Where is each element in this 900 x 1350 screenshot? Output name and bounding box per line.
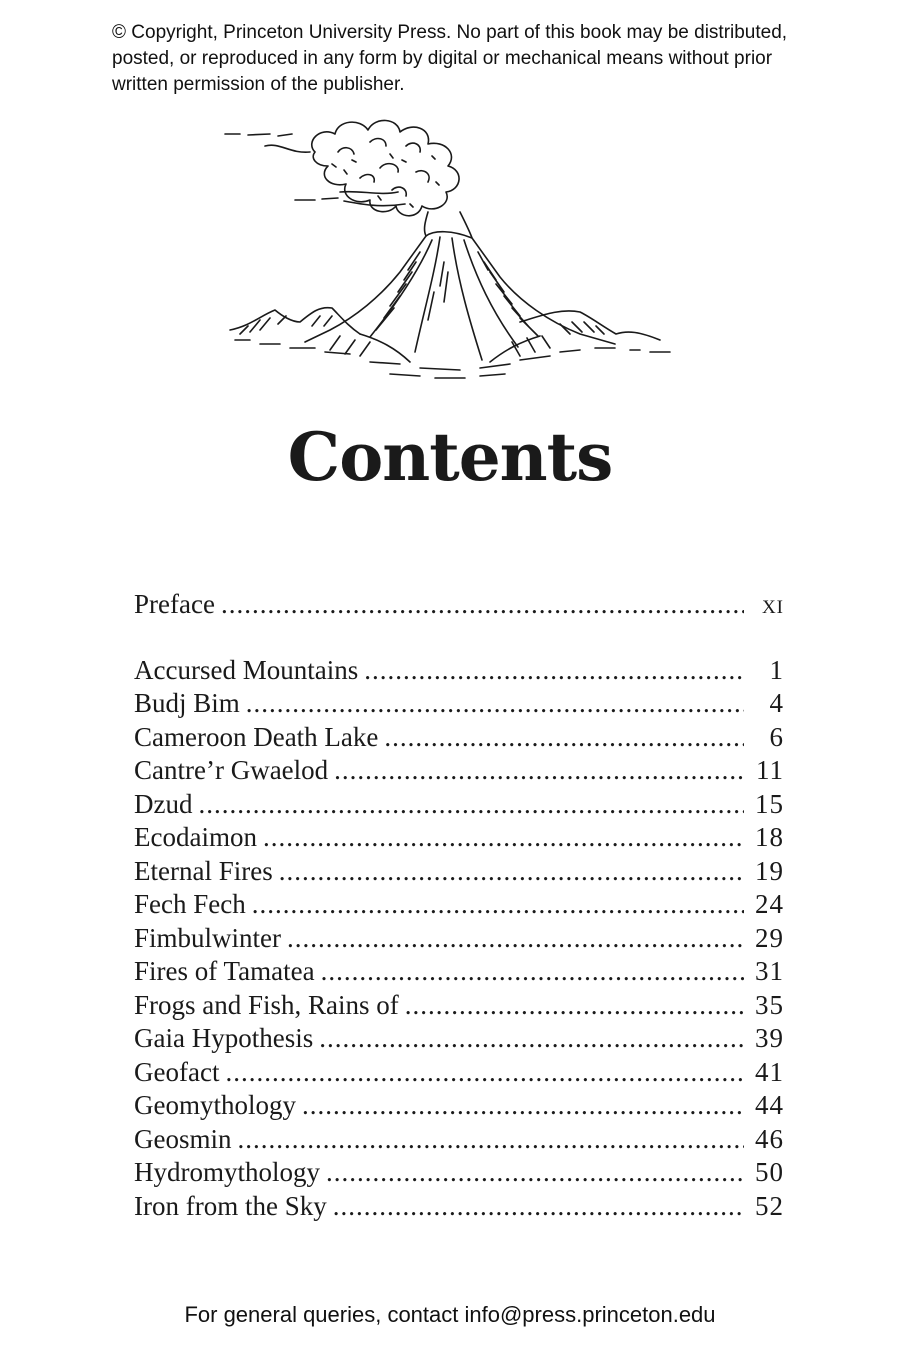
toc-entry-page: 1 <box>769 654 784 685</box>
toc-entry[interactable] <box>134 1156 784 1190</box>
toc-entry[interactable] <box>134 1190 784 1224</box>
toc-entry-page: 18 <box>755 822 784 852</box>
toc-entry-label: Geosmin <box>134 1123 232 1154</box>
toc-entry-page: 50 <box>755 1157 784 1187</box>
dot-leader <box>326 1156 744 1190</box>
toc-entry-label: Hydromythology <box>134 1157 320 1187</box>
toc-entry-page: 35 <box>755 989 784 1020</box>
toc-entry[interactable] <box>134 855 784 889</box>
toc-entry-label: Frogs and Fish, Rains of <box>134 989 399 1020</box>
dot-leader <box>287 922 744 956</box>
toc-entry-label: Fimbulwinter <box>134 922 281 953</box>
toc-entry-page: 6 <box>769 721 784 752</box>
toc-entry-label: Preface <box>134 589 215 619</box>
dot-leader <box>279 855 744 889</box>
toc-entry-label: Cantre’r Gwaelod <box>134 755 329 785</box>
toc-entry-page: 24 <box>755 889 784 919</box>
dot-leader <box>198 788 744 822</box>
toc-entry-page: 11 <box>756 755 784 785</box>
toc-entry-label: Gaia Hypothesis <box>134 1023 314 1053</box>
toc-entry[interactable] <box>134 721 784 755</box>
toc-entry[interactable] <box>134 888 784 922</box>
dot-leader <box>252 888 744 922</box>
toc-entry[interactable] <box>134 955 784 989</box>
dot-leader <box>384 721 744 755</box>
toc-entry[interactable] <box>134 1089 784 1123</box>
dot-leader <box>238 1123 745 1157</box>
toc-entry[interactable] <box>134 922 784 956</box>
toc-entry-page: 4 <box>769 688 784 718</box>
toc-entry[interactable] <box>134 687 784 721</box>
copyright-notice: © Copyright, Princeton University Press. No part of this book may be distributed, posted, or reproduced in any form by digital or mechanical means without prior written permission of the publisher. <box>112 22 788 95</box>
dot-leader <box>319 1022 744 1056</box>
page-title: Contents <box>287 418 613 496</box>
toc-entry-page: 19 <box>755 855 784 886</box>
toc-entry-label: Geofact <box>134 1056 220 1087</box>
toc-entry[interactable] <box>134 754 784 788</box>
toc-entry[interactable] <box>134 1123 784 1157</box>
toc-entry-page: 39 <box>755 1023 784 1053</box>
toc-entry-label: Fech Fech <box>134 889 246 919</box>
toc-entry[interactable] <box>134 654 784 688</box>
dot-leader <box>321 955 744 989</box>
dot-leader <box>333 1190 744 1224</box>
toc-entry-label: Cameroon Death Lake <box>134 721 379 752</box>
contact-footer: For general queries, contact info@press.princeton.edu <box>184 1302 716 1327</box>
dot-leader <box>246 687 744 721</box>
toc-entry-label: Ecodaimon <box>134 822 257 852</box>
dot-leader <box>225 1056 744 1090</box>
toc-entry-page: 44 <box>755 1090 784 1120</box>
toc-entry-label: Geomythology <box>134 1090 296 1120</box>
toc-entry-page: 46 <box>755 1123 784 1154</box>
toc-entry-label: Eternal Fires <box>134 855 273 886</box>
volcano-illustration <box>220 112 680 387</box>
toc-entry-page: 31 <box>755 956 784 986</box>
dot-leader <box>302 1089 744 1123</box>
dot-leader <box>364 654 744 688</box>
toc-entry-page: 15 <box>755 788 784 819</box>
toc-entry-page: 29 <box>755 922 784 953</box>
toc-entry-label: Accursed Mountains <box>134 654 359 685</box>
table-of-contents <box>134 588 784 1223</box>
toc-entry-label: Iron from the Sky <box>134 1190 327 1221</box>
toc-entry-page: xi <box>761 589 784 619</box>
toc-entry[interactable] <box>134 1056 784 1090</box>
dot-leader <box>221 588 744 622</box>
toc-entry-page: 41 <box>755 1056 784 1087</box>
toc-entry[interactable] <box>134 821 784 855</box>
toc-entry[interactable] <box>134 788 784 822</box>
toc-entry-label: Fires of Tamatea <box>134 956 315 986</box>
toc-entry-label: Budj Bim <box>134 688 240 718</box>
toc-entry-label: Dzud <box>134 788 193 819</box>
dot-leader <box>334 754 744 788</box>
toc-entry-page: 52 <box>755 1190 784 1221</box>
dot-leader <box>405 989 744 1023</box>
dot-leader <box>263 821 744 855</box>
toc-entry[interactable] <box>134 989 784 1023</box>
toc-entry-preface[interactable] <box>134 588 784 622</box>
toc-entry[interactable] <box>134 1022 784 1056</box>
